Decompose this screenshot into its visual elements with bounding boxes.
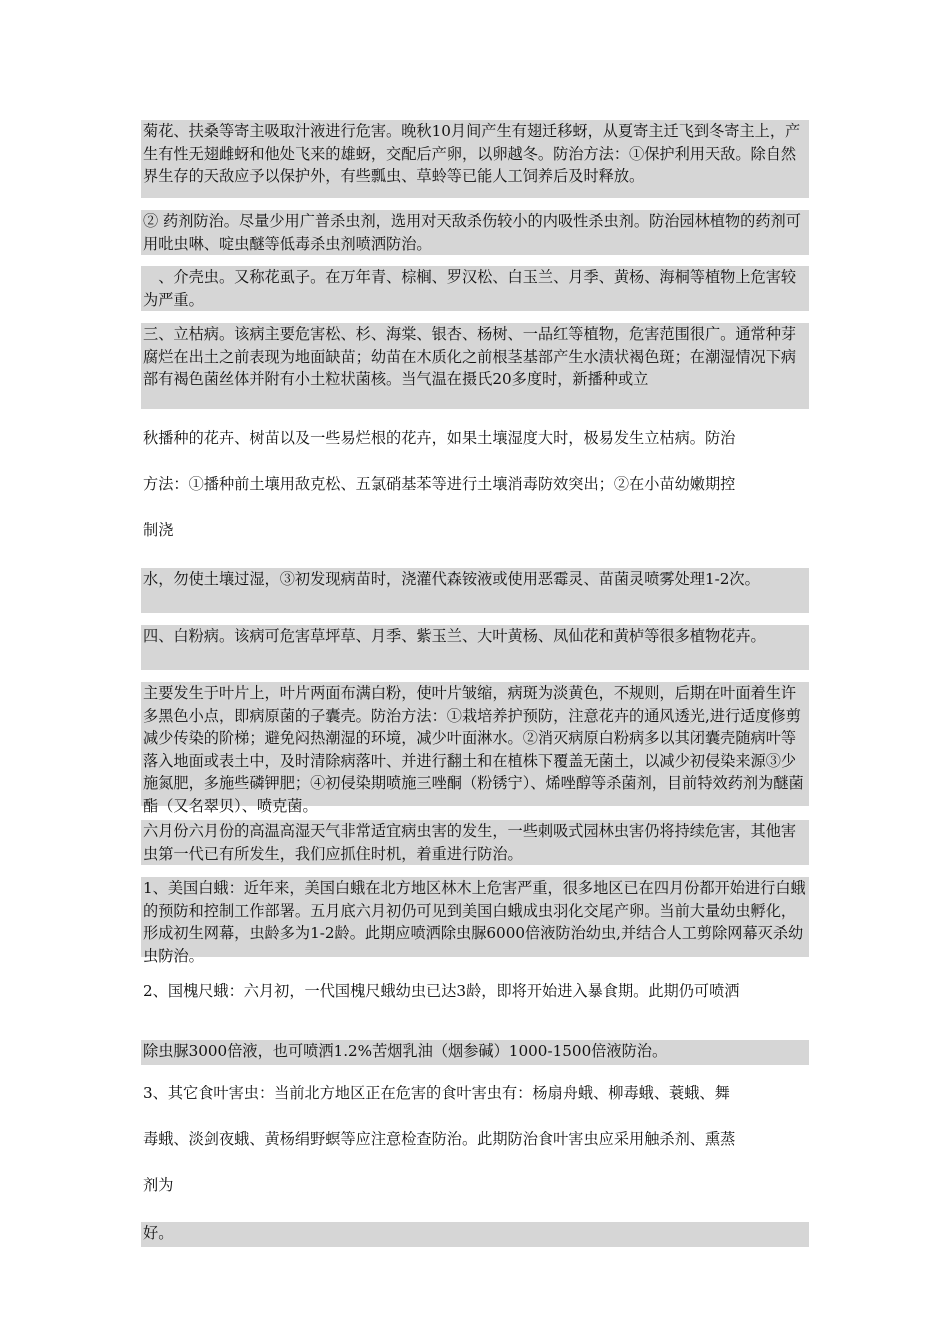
- paragraph-leaf-eaters-end: 好。: [141, 1222, 809, 1247]
- paragraph-leaf-eaters-cont-1: 毒蛾、淡剑夜蛾、黄杨绢野螟等应注意检查防治。此期防治食叶害虫应采用触杀剂、熏蒸: [143, 1130, 736, 1148]
- paragraph-aphid-control: 菊花、扶桑等寄主吸取汁液进行危害。晚秋10月间产生有翅迁移蚜，从夏寄主迁飞到冬寄主上，产生有性无翅雌蚜和他处飞来的雄蚜，交配后产卵，以卵越冬。防治方法：①保护利用天敌。除自然界生存的天敌应予以保护外，有些瓢虫、草蛉等已能人工饲养后及时释放。: [141, 120, 809, 198]
- paragraph-damping-off-cont-1: 秋播种的花卉、树苗以及一些易烂根的花卉，如果土壤湿度大时，极易发生立枯病。防治: [143, 429, 736, 447]
- paragraph-powdery-mildew: 四、白粉病。该病可危害草坪草、月季、紫玉兰、大叶黄杨、凤仙花和黄栌等很多植物花卉。: [141, 625, 809, 670]
- paragraph-watering: 水，勿使土壤过湿，③初发现病苗时，浇灌代森铵液或使用恶霉灵、苗菌灵喷雾处理1-2次。: [141, 568, 809, 613]
- paragraph-powdery-mildew-control: 主要发生于叶片上，叶片两面布满白粉，使叶片皱缩，病斑为淡黄色，不规则，后期在叶面着生许多黑色小点，即病原菌的子囊壳。防治方法：①栽培养护预防，注意花卉的通风透光,进行适度修剪减少传染的阶梯；避免闷热潮湿的环境，减少叶面淋水。②消灭病原白粉病多以其闭囊壳随病叶等落入地面或表土中，及时清除病落叶、并进行翻土和在植株下覆盖无菌土，以减少初侵染来源③少施氮肥，多施些磷钾肥；④初侵染期喷施三唑酮（粉锈宁）、烯唑醇等杀菌剂，目前特效药剂为醚菌酯（又名翠贝）、喷克菌。: [141, 682, 809, 806]
- paragraph-chemical-control: ② 药剂防治。尽量少用广普杀虫剂，选用对天敌杀伤较小的内吸性杀虫剂。防治园林植物的药剂可用吡虫啉、啶虫醚等低毒杀虫剂喷洒防治。: [141, 210, 809, 255]
- paragraph-looper-cont: 除虫脲3000倍液，也可喷洒1.2%苦烟乳油（烟参碱）1000-1500倍液防治。: [141, 1040, 809, 1065]
- paragraph-leaf-eaters-cont-2: 剂为: [143, 1176, 174, 1194]
- paragraph-looper: 2、国槐尺蛾：六月初，一代国槐尺蛾幼虫已达3龄，即将开始进入暴食期。此期仍可喷洒: [143, 982, 740, 1000]
- paragraph-june-pests: 六月份六月份的高温高湿天气非常适宜病虫害的发生，一些刺吸式园林虫害仍将持续危害，其他害虫第一代已有所发生，我们应抓住时机，着重进行防治。: [141, 820, 809, 865]
- paragraph-scale-insect: 、介壳虫。又称花虱子。在万年青、棕榈、罗汉松、白玉兰、月季、黄杨、海桐等植物上危害较为严重。: [141, 266, 809, 311]
- paragraph-damping-off-cont-2: 方法：①播种前土壤用敌克松、五氯硝基苯等进行土壤消毒防效突出；②在小苗幼嫩期控: [143, 475, 736, 493]
- paragraph-damping-off: 三、立枯病。该病主要危害松、杉、海棠、银杏、杨树、一品红等植物，危害范围很广。通常种芽腐烂在出土之前表现为地面缺苗；幼苗在木质化之前根茎基部产生水渍状褐色斑；在潮湿情况下病部有褐色菌丝体并附有小土粒状菌核。当气温在摄氏20多度时，新播种或立: [141, 323, 809, 409]
- paragraph-leaf-eaters: 3、其它食叶害虫：当前北方地区正在危害的食叶害虫有：杨扇舟蛾、柳毒蛾、蓑蛾、舞: [143, 1084, 730, 1102]
- paragraph-fall-webworm: 1、美国白蛾：近年来，美国白蛾在北方地区林木上危害严重，很多地区已在四月份都开始进行白蛾的预防和控制工作部署。五月底六月初仍可见到美国白蛾成虫羽化交尾产卵。当前大量幼虫孵化，形成初生网幕，虫龄多为1-2龄。此期应喷洒除虫脲6000倍液防治幼虫,并结合人工剪除网幕灭杀幼虫防治。: [141, 877, 809, 957]
- paragraph-damping-off-cont-3: 制浇: [143, 521, 174, 539]
